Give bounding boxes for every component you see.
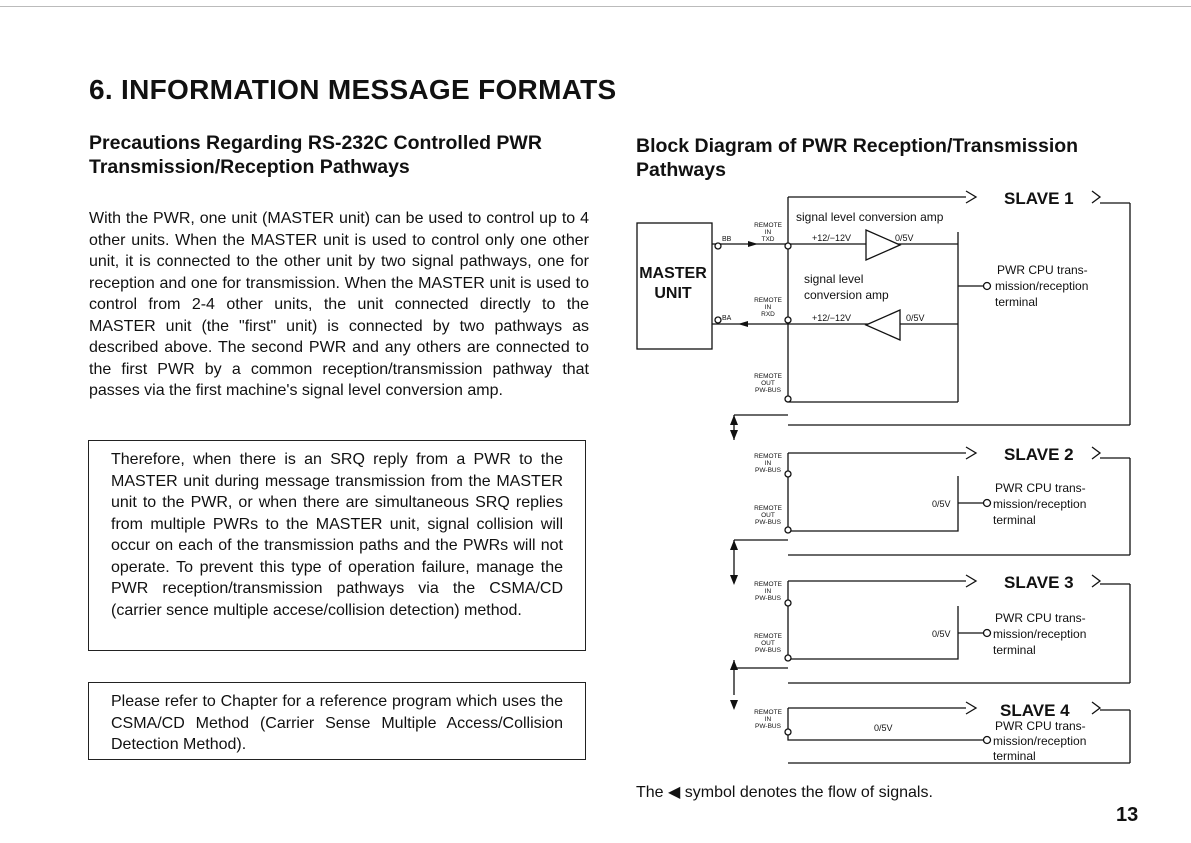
reference-note-box: Please refer to Chapter for a reference program which uses the CSMA/CD Method (Carrier Sense Multiple Access/Collision Detection Method). [88,682,586,760]
amp-label-top: signal level conversion amp [796,210,944,224]
master-label-1: MASTER [639,265,707,282]
remote-label: REMOTE [754,505,782,512]
out-label: OUT [761,380,775,387]
in-label: IN [764,304,772,311]
cpu-label-2: mission/reception [993,497,1087,511]
pwbus-label: PW-BUS [755,723,781,730]
cpu-label-3: terminal [993,643,1036,657]
bb-label: BB [722,236,732,243]
cpu-label-1: PWR CPU trans- [995,481,1086,495]
voltage-label: +12/−12V [812,313,852,323]
amp-label-mid-2: conversion amp [804,288,889,302]
remote-label: REMOTE [754,373,782,380]
txd-label: TXD [761,236,775,243]
remote-label: REMOTE [754,633,782,640]
rxd-label: RXD [761,311,775,318]
pwbus-label: PW-BUS [755,647,781,654]
intro-paragraph: With the PWR, one unit (MASTER unit) can be used to control up to 4 other units. When the MASTER unit is used to control only one other unit, it is connected to the other unit by two signal pathways, one for reception and one for transmission. When the MASTER unit is used to control from 2-4 other units, the unit connected directly to the MASTER unit (the "first" unit) is connected by two pathways as described above. The second PWR and any others are connected to the first PWR by a common reception/transmission pathway that passes via the first machine's signal level conversion amp. [89,210,589,399]
slave-1-label: SLAVE 1 [1004,189,1074,208]
remote-label: REMOTE [754,581,782,588]
cpu-label-3: terminal [993,513,1036,527]
right-heading-line2: Pathways [636,159,726,181]
remote-label: REMOTE [754,222,782,229]
right-heading-line1: Block Diagram of PWR Reception/Transmission [636,135,1079,157]
pwbus-label: PW-BUS [755,387,781,394]
diagram-caption: The ◀ symbol denotes the flow of signals. [636,784,933,801]
pwbus-label: PW-BUS [755,519,781,526]
srq-warning-box: Therefore, when there is an SRQ reply from a PWR to the MASTER unit during message transmission from the MASTER unit to the PWR, or when there are simultaneous SRQ replies from multiple PWRs to the MASTER unit, signal collision will occur on each of the transmission paths and the PWRs will not operate. To prevent this type of operation failure, manage the PWR reception/transmission pathways via the CSMA/CD (carrier sence multiple accese/collision detection) method. [88,440,586,651]
out-label: OUT [761,640,775,647]
slave-3-label: SLAVE 3 [1004,573,1074,592]
master-label-2: UNIT [654,285,692,302]
ov5-label: 0/5V [895,233,914,243]
in-label: IN [764,716,772,723]
in-label: IN [764,588,772,595]
slave-4-label: SLAVE 4 [1000,701,1070,720]
cpu-label-2: mission/reception [995,279,1089,293]
cpu-label-2: mission/reception [993,734,1087,748]
ov5-label: 0/5V [874,723,893,733]
ba-label: BA [722,315,732,322]
in-label: IN [764,229,772,236]
cpu-label-2: mission/reception [993,627,1087,641]
left-heading-line2: Transmission/Reception Pathways [89,156,410,178]
remote-label: REMOTE [754,709,782,716]
cpu-label-1: PWR CPU trans- [995,611,1086,625]
page-number: 13 [1116,804,1139,826]
cpu-label-3: terminal [995,295,1038,309]
amp-label-mid-1: signal level [804,272,864,286]
out-label: OUT [761,512,775,519]
slave-2-label: SLAVE 2 [1004,445,1074,464]
pwbus-label: PW-BUS [755,467,781,474]
remote-label: REMOTE [754,297,782,304]
cpu-label-1: PWR CPU trans- [997,263,1088,277]
section-title: 6. INFORMATION MESSAGE FORMATS [89,74,617,105]
ov5-label: 0/5V [932,629,951,639]
remote-label: REMOTE [754,453,782,460]
cpu-label-3: terminal [993,749,1036,763]
pwbus-label: PW-BUS [755,595,781,602]
cpu-label-1: PWR CPU trans- [995,719,1086,733]
ov5-label: 0/5V [906,313,925,323]
in-label: IN [764,460,772,467]
ov5-label: 0/5V [932,499,951,509]
voltage-label: +12/−12V [812,233,852,243]
left-heading-line1: Precautions Regarding RS-232C Controlled PWR [89,132,542,154]
